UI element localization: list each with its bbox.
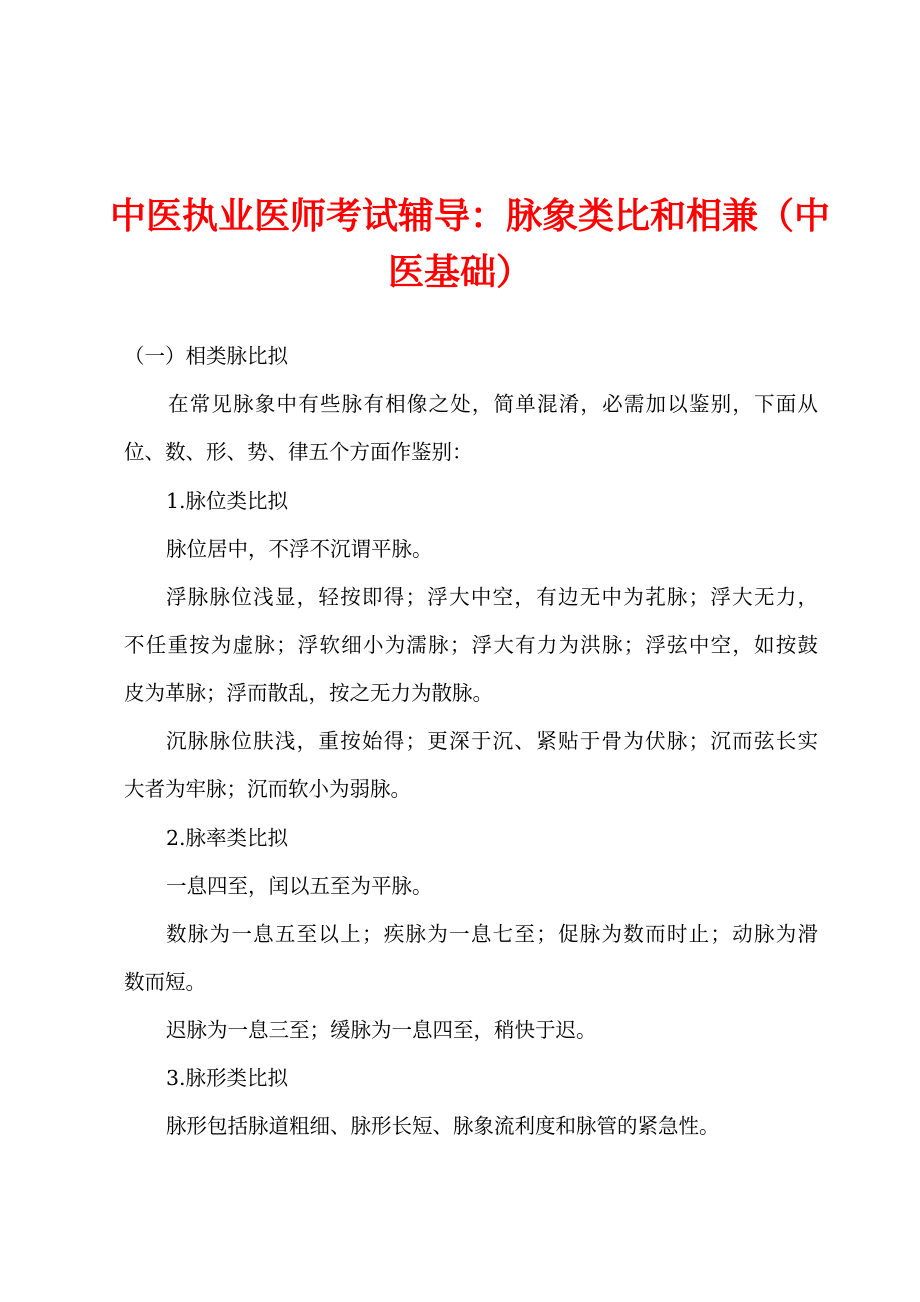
paragraph-line: 迟脉为一息三至；缓脉为一息四至，稍快于迟。	[166, 1018, 597, 1042]
paragraph-line: 不任重按为虚脉；浮软细小为濡脉；浮大有力为洪脉；浮弦中空，如按鼓	[124, 633, 818, 657]
paragraph-line: 位、数、形、势、律五个方面作鉴别：	[124, 440, 473, 464]
paragraph-line: 大者为牢脉；沉而软小为弱脉。	[124, 777, 411, 801]
document-title-line-1: 中医执业医师考试辅导：脉象类比和相兼（中	[110, 196, 831, 237]
paragraph-line: 在常见脉象中有些脉有相像之处，简单混淆，必需加以鉴别，下面从	[168, 392, 818, 416]
subsection-heading: 3.脉形类比拟	[166, 1066, 289, 1090]
paragraph-line: 脉形包括脉道粗细、脉形长短、脉象流利度和脉管的紧急性。	[166, 1114, 720, 1138]
paragraph-line: 脉位居中，不浮不沉谓平脉。	[166, 537, 433, 561]
paragraph-line: 数脉为一息五至以上；疾脉为一息七至；促脉为数而时止；动脉为滑	[166, 922, 818, 946]
document-title-line-2: 医基础）	[387, 252, 532, 293]
paragraph-line: 沉脉脉位肤浅，重按始得；更深于沉、紧贴于骨为伏脉；沉而弦长实	[166, 729, 818, 753]
paragraph-line: 浮脉脉位浅显，轻按即得；浮大中空，有边无中为芤脉；浮大无力，	[166, 585, 818, 609]
section-heading: （一）相类脉比拟	[124, 344, 288, 368]
subsection-heading: 1.脉位类比拟	[166, 489, 289, 513]
subsection-heading: 2.脉率类比拟	[166, 826, 289, 850]
paragraph-line: 数而短。	[124, 970, 206, 994]
paragraph-line: 皮为革脉；浮而散乱，按之无力为散脉。	[124, 681, 493, 705]
paragraph-line: 一息四至，闰以五至为平脉。	[166, 874, 433, 898]
